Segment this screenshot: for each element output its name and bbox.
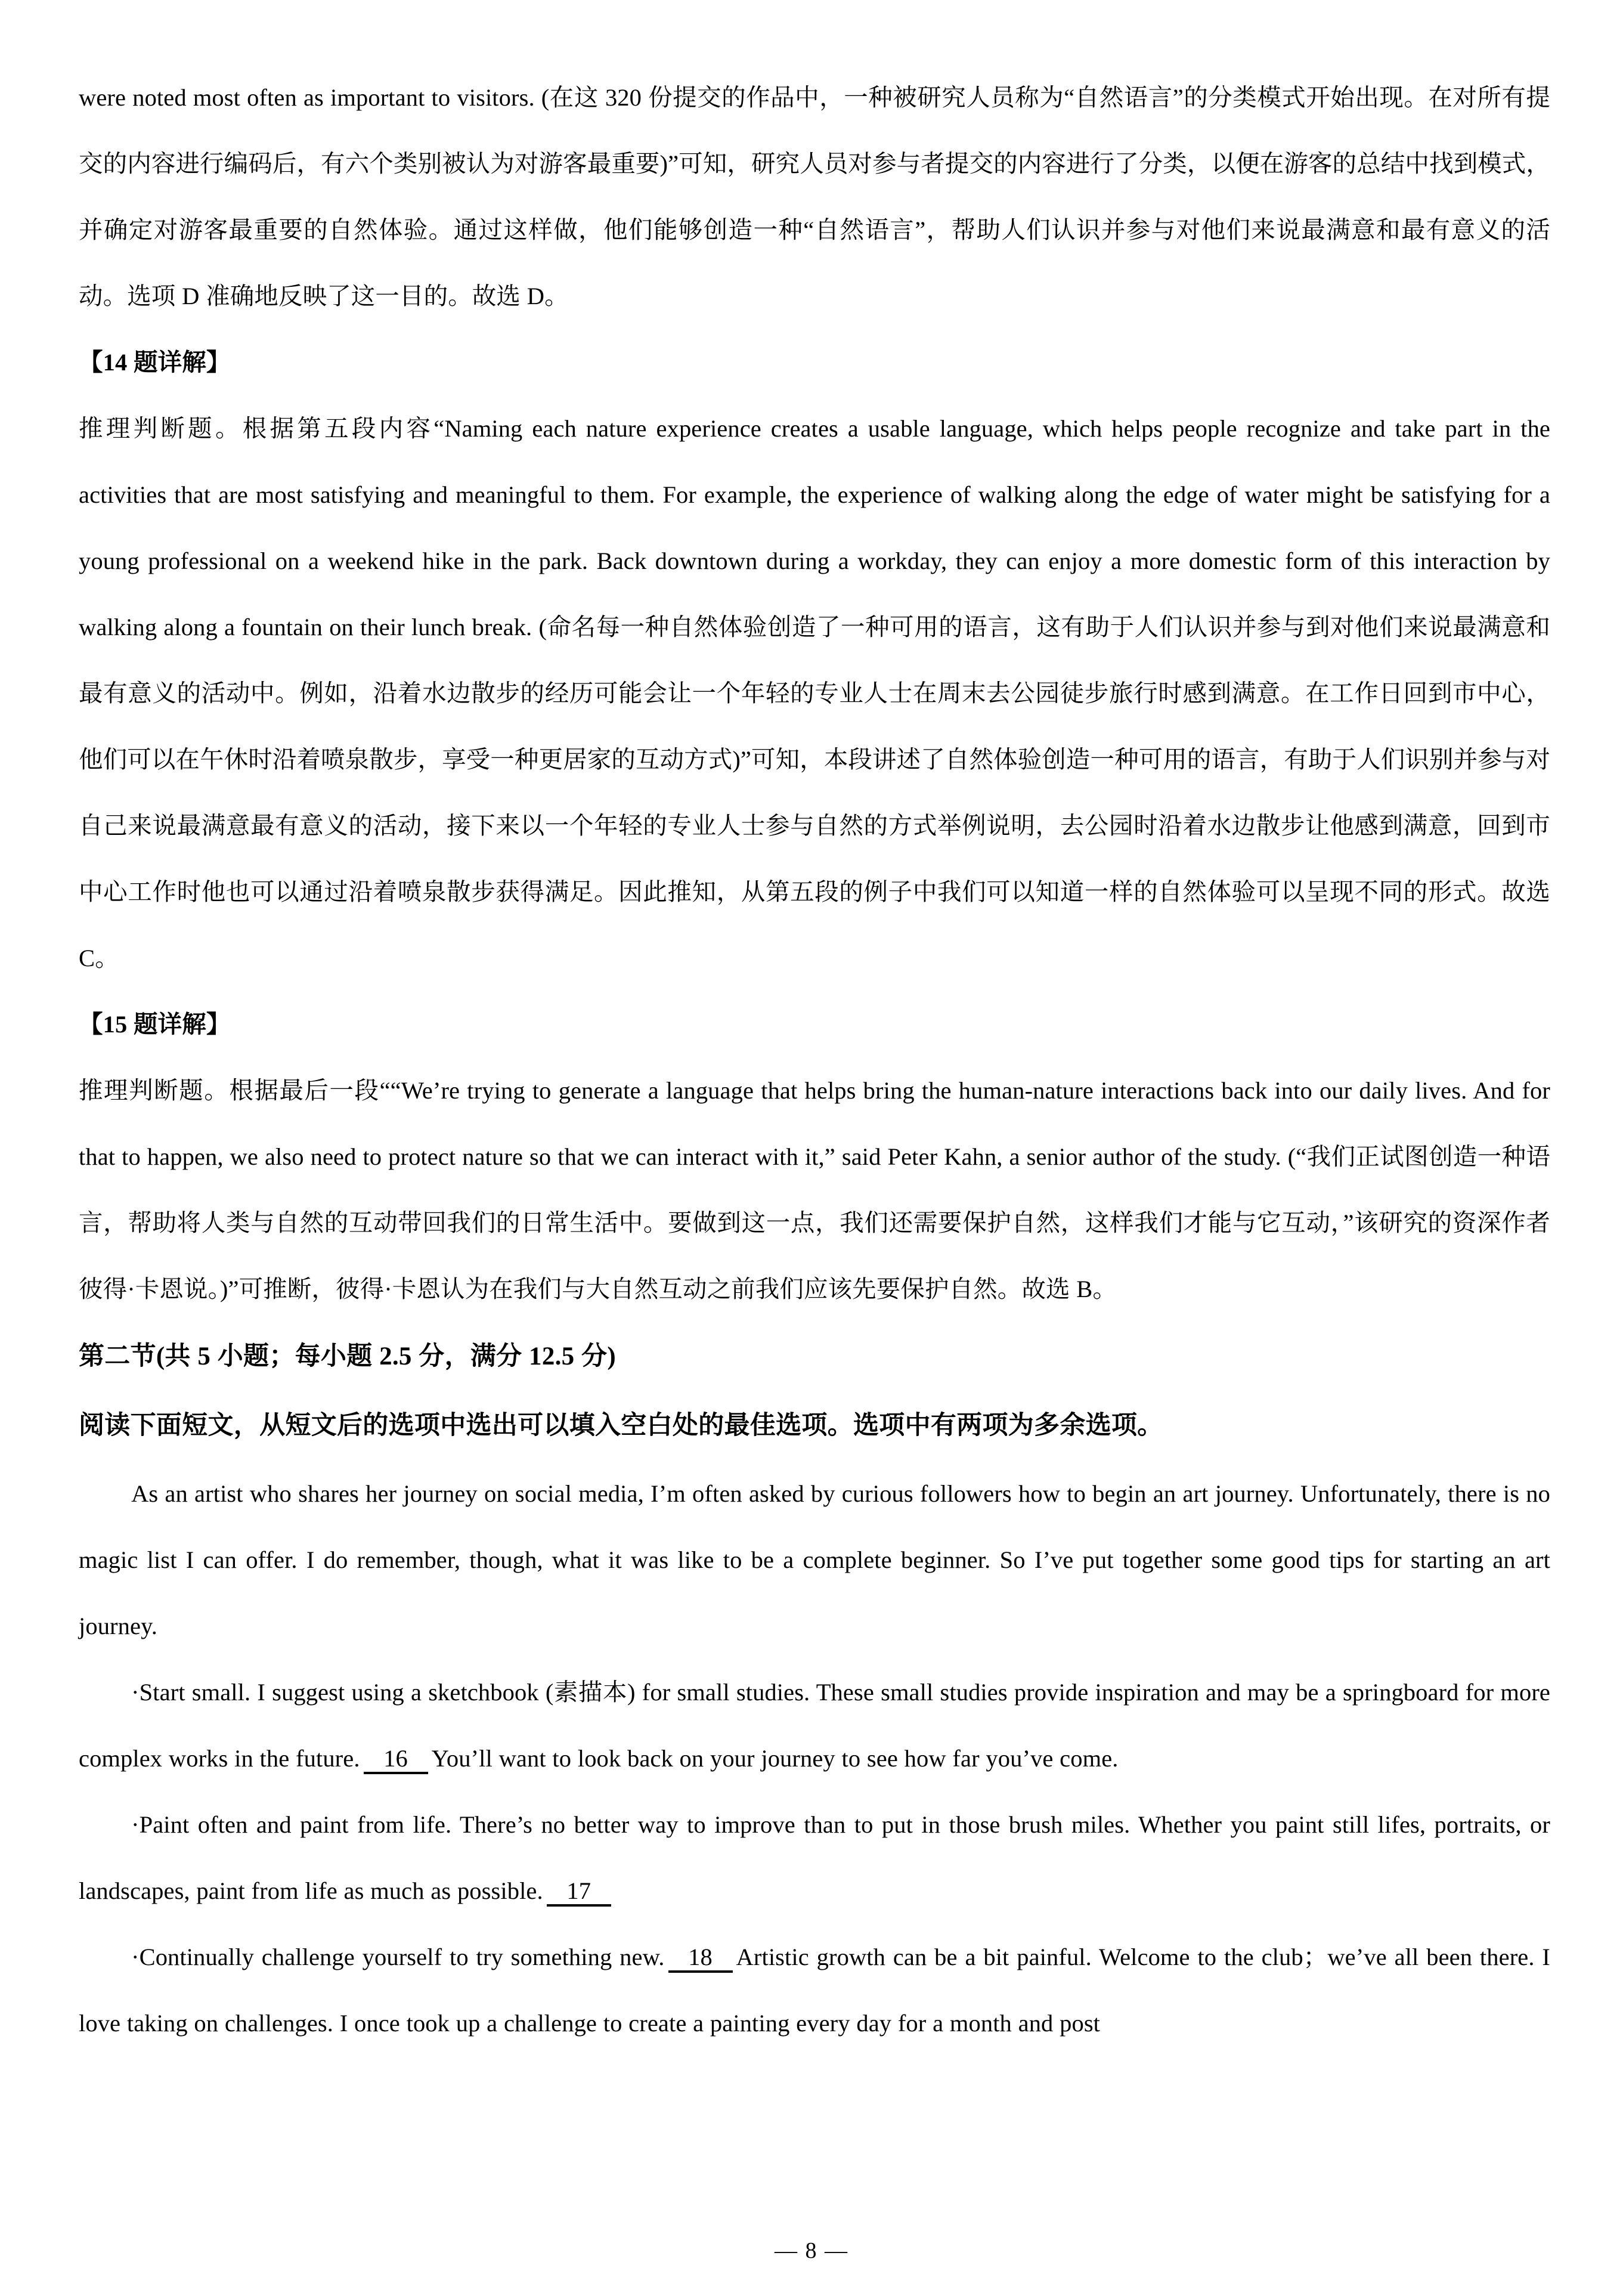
passage-paragraph-1-text: As an artist who shares her journey on social media, I’m often asked by curious followers how to begin an art journey. Unfortunately, there is no magic list I can offer. I do remember, though, what it was like to be a complete beginner. So I’ve put together some good tips for starting an art journey. (79, 1480, 1550, 1639)
passage-paragraph-4 (79, 1924, 1550, 2056)
page-content (79, 64, 1550, 2056)
question-tag-14: 【14 题详解】 (79, 349, 231, 376)
passage-paragraph-2-before: ·Start small. I suggest using a sketchbook (素描本) for small studies. These small studies provide inspiration and may be a springboard for more complex works in the future. (79, 1679, 1550, 1772)
passage-paragraph-3-before: ·Paint often and paint from life. There’s no better way to improve than to put in those brush miles. Whether you paint still lifes, portraits, or landscapes, paint from life as much as possible. (79, 1811, 1550, 1904)
passage-paragraph-4-before: ·Continually challenge yourself to try something new. (131, 1944, 665, 1970)
passage-paragraph-3 (79, 1791, 1550, 1924)
page-number: — 8 — (775, 2238, 848, 2263)
cloze-blank-16[interactable]: 16 (364, 1747, 428, 1774)
passage-paragraph-1 (79, 1460, 1550, 1659)
section-heading-part2: 第二节(共 5 小题；每小题 2.5 分，满分 12.5 分) (79, 1342, 616, 1370)
section-instruction: 阅读下面短文，从短文后的选项中选出可以填入空白处的最佳选项。选项中有两项为多余选项。 (79, 1412, 1163, 1440)
cloze-blank-17[interactable]: 17 (547, 1880, 611, 1907)
question-tag-15: 【15 题详解】 (79, 1011, 231, 1038)
passage-paragraph-2-after: You’ll want to look back on your journey to see how far you’ve come. (431, 1745, 1119, 1772)
paragraph-q13-continuation: were noted most often as important to visitors. (在这 320 份提交的作品中，一种被研究人员称为“自然语言”的分类模式开始出现。在对所有提交的内容进行编码后，有六个类别被认为对游客最重要)”可知，研究人员对参与者提交的内容进行了分类，以便在游客的总结中找到模式，并确定对游客最重要的自然体验。通过这样做，他们能够创造一种“自然语言”，帮助人们认识并参与对他们来说最满意和最有意义的活动。选项 D 准确地反映了这一目的。故选 D。 (79, 84, 1550, 310)
paragraph-q14-explanation: 推理判断题。根据第五段内容“Naming each nature experience creates a usable language, which helps people recognize and take part in the activities that are most satisfying and meaningful to them. For example, the experience of walking along the edge of water might be satisfying for a young professional on a weekend hike in the park. Back downtown during a workday, they can enjoy a more domestic form of this interaction by walking along a fountain on their lunch break. (命名每一种自然体验创造了一种可用的语言，这有助于人们认识并参与到对他们来说最满意和最有意义的活动中。例如，沿着水边散步的经历可能会让一个年轻的专业人士在周末去公园徒步旅行时感到满意。在工作日回到市中心，他们可以在午休时沿着喷泉散步，享受一种更居家的互动方式)”可知，本段讲述了自然体验创造一种可用的语言，有助于人们识别并参与对自己来说最满意最有意义的活动，接下来以一个年轻的专业人士参与自然的方式举例说明，去公园时沿着水边散步让他感到满意，回到市中心工作时他也可以通过沿着喷泉散步获得满足。因此推知，从第五段的例子中我们可以知道一样的自然体验可以呈现不同的形式。故选 C。 (79, 415, 1550, 971)
cloze-blank-18[interactable]: 18 (668, 1946, 733, 1973)
passage-paragraph-2 (79, 1659, 1550, 1791)
passage-paragraph-4-after: Artistic growth can be a bit painful. Welcome to the club；we’ve all been there. I love taking on challenges. I once took up a challenge to create a painting every day for a month and post (79, 1944, 1550, 2037)
paragraph-q15-explanation: 推理判断题。根据最后一段““We’re trying to generate a language that helps bring the human-nature interactions back into our daily lives. And for that to happen, we also need to protect nature so that we can interact with it,” said Peter Kahn, a senior author of the study. (“我们正试图创造一种语言，帮助将人类与自然的互动带回我们的日常生活中。要做到这一点，我们还需要保护自然，这样我们才能与它互动，”该研究的资深作者彼得·卡恩说。)”可推断，彼得·卡恩认为在我们与大自然互动之前我们应该先要保护自然。故选 B。 (79, 1077, 1550, 1302)
